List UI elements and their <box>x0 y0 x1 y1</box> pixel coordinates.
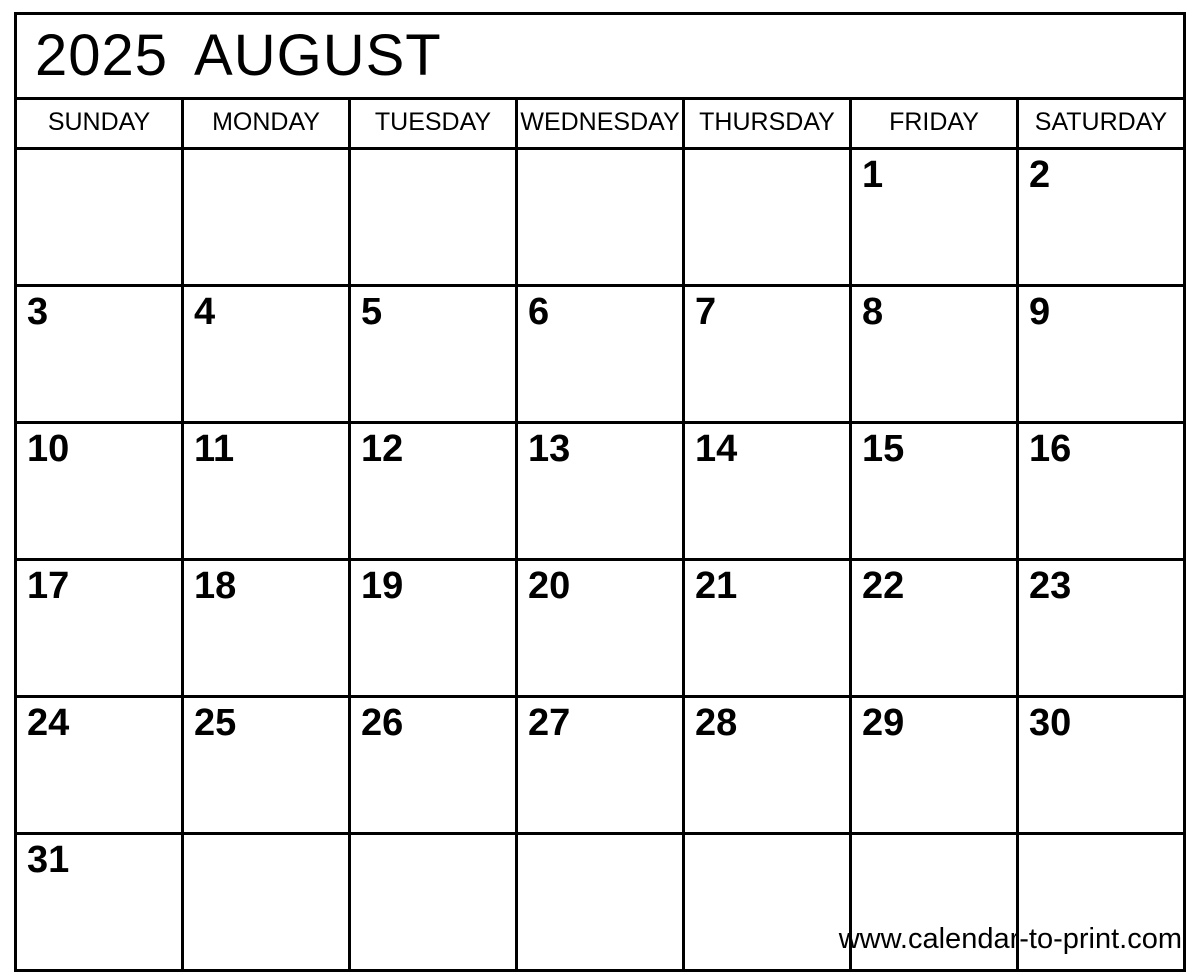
day-cell: 24 <box>16 697 183 834</box>
day-cell: 2 <box>1018 149 1185 286</box>
day-cell <box>517 834 684 971</box>
day-cell: 1 <box>851 149 1018 286</box>
calendar-year: 2025 <box>35 23 169 88</box>
day-cell: 7 <box>684 286 851 423</box>
calendar-title <box>16 14 1185 99</box>
week-row <box>16 423 1185 560</box>
day-cell <box>684 149 851 286</box>
day-cell: 6 <box>517 286 684 423</box>
day-cell: 19 <box>350 560 517 697</box>
day-cell: 17 <box>16 560 183 697</box>
day-cell: 4 <box>183 286 350 423</box>
day-cell <box>517 149 684 286</box>
day-cell: 8 <box>851 286 1018 423</box>
day-cell <box>183 834 350 971</box>
day-cell: 15 <box>851 423 1018 560</box>
day-cell: 27 <box>517 697 684 834</box>
day-cell: 10 <box>16 423 183 560</box>
day-cell: 14 <box>684 423 851 560</box>
day-cell: 23 <box>1018 560 1185 697</box>
day-cell: 13 <box>517 423 684 560</box>
weekday-header-row <box>16 99 1185 149</box>
day-cell: 28 <box>684 697 851 834</box>
weekday-header-friday: FRIDAY <box>851 99 1018 149</box>
day-cell: 11 <box>183 423 350 560</box>
week-row <box>16 149 1185 286</box>
day-cell: 9 <box>1018 286 1185 423</box>
week-row <box>16 286 1185 423</box>
day-cell: 16 <box>1018 423 1185 560</box>
weekday-header-monday: MONDAY <box>183 99 350 149</box>
week-row <box>16 697 1185 834</box>
calendar-table <box>14 12 1186 972</box>
day-cell: 21 <box>684 560 851 697</box>
weekday-header-saturday: SATURDAY <box>1018 99 1185 149</box>
day-cell: 31 <box>16 834 183 971</box>
weekday-header-tuesday: TUESDAY <box>350 99 517 149</box>
day-cell: 18 <box>183 560 350 697</box>
weekday-header-wednesday: WEDNESDAY <box>517 99 684 149</box>
day-cell <box>16 149 183 286</box>
weekday-header-thursday: THURSDAY <box>684 99 851 149</box>
day-cell: 25 <box>183 697 350 834</box>
day-cell: 29 <box>851 697 1018 834</box>
day-cell <box>183 149 350 286</box>
day-cell: 20 <box>517 560 684 697</box>
day-cell <box>350 834 517 971</box>
day-cell: 5 <box>350 286 517 423</box>
calendar-month: AUGUST <box>194 23 442 88</box>
website-credit: www.calendar-to-print.com <box>838 923 1182 955</box>
weekday-header-sunday: SUNDAY <box>16 99 183 149</box>
day-cell: 12 <box>350 423 517 560</box>
day-cell: 22 <box>851 560 1018 697</box>
day-cell <box>350 149 517 286</box>
calendar-title-row <box>16 14 1185 99</box>
day-cell: 30 <box>1018 697 1185 834</box>
week-row <box>16 560 1185 697</box>
day-cell: 26 <box>350 697 517 834</box>
day-cell: 3 <box>16 286 183 423</box>
day-cell <box>684 834 851 971</box>
